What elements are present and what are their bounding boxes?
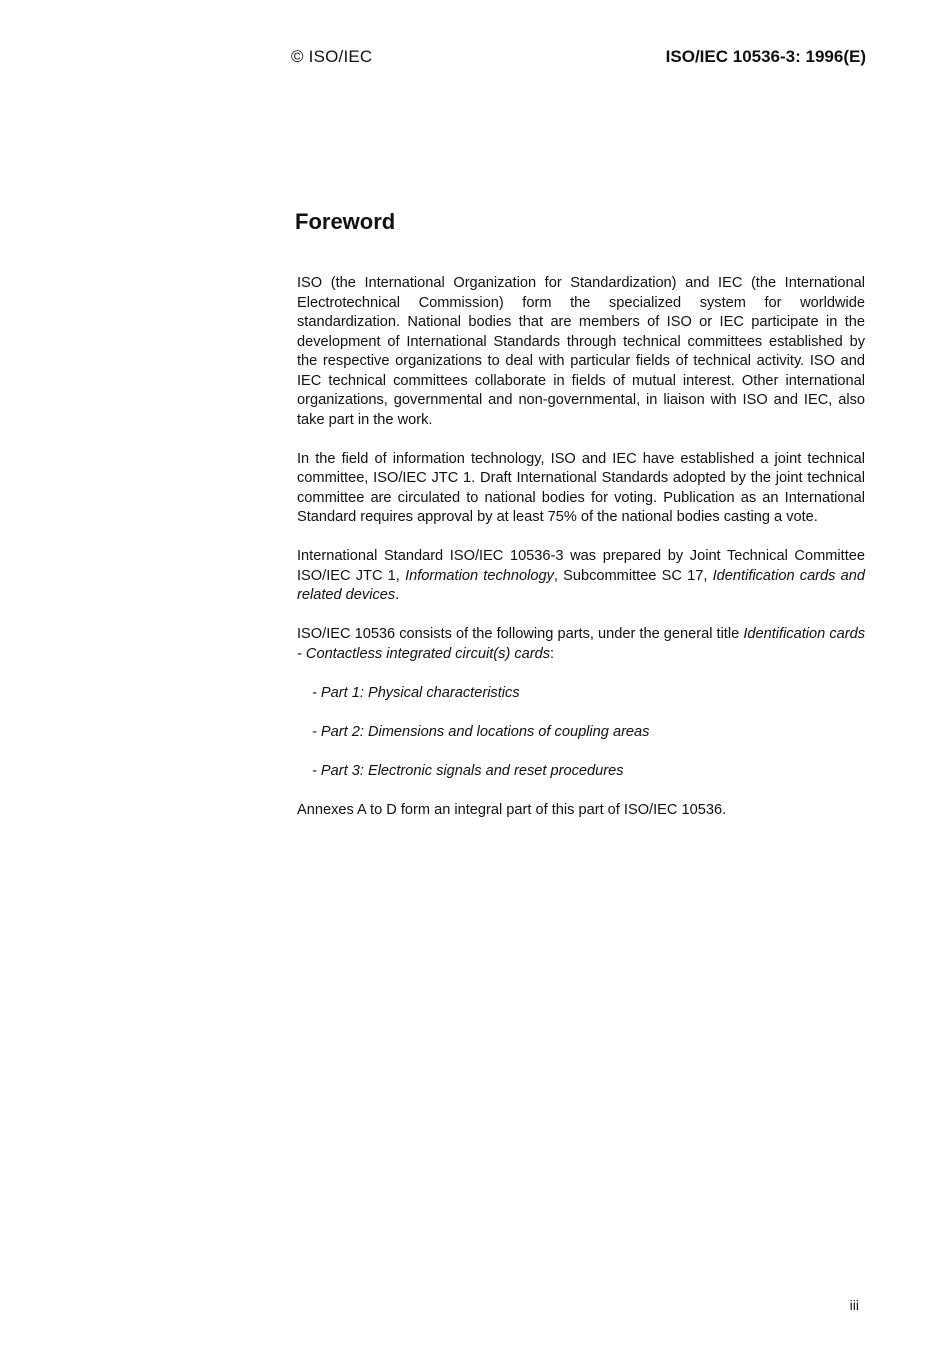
list-item: - Part 1: Physical characteristics xyxy=(312,684,520,701)
parts-intro-suffix: : xyxy=(550,645,555,662)
page-title: Foreword xyxy=(295,209,396,234)
preparation-text: International Standard ISO/IEC 10536-3 was prepared by Joint Technical Committee ISO/IEC JTC 1, xyxy=(297,548,865,584)
paragraph-joint-committee: In the field of information technology, ISO and IEC have established a joint technical committee, ISO/IEC JTC 1. Draft International Standards adopted by the joint technical committee are circulated to national bodies for voting. Publication as an International Standard requires approval by at least 75% of the national bodies casting a vote. xyxy=(297,450,865,525)
paragraph-annexes: Annexes A to D form an integral part of this part of ISO/IEC 10536. xyxy=(297,801,727,818)
foreword-body xyxy=(297,274,865,840)
preparation-suffix: . xyxy=(395,587,400,603)
preparation-italic-title: Information technology xyxy=(405,567,554,584)
paragraph-organizations: ISO (the International Organization for Standardization) and IEC (the International Electrotechnical Commission) form the specialized system for worldwide standardization. National bodies that are members of ISO or IEC participate in the development of International Standards through technical committees established by the respective organizations to deal with particular fields of technical activity. ISO and IEC technical committees collaborate in fields of mutual interest. Other international organizations, governmental and non-governmental, in liaison with ISO and IEC, also take part in the work. xyxy=(297,275,865,428)
page-number: iii xyxy=(849,1297,859,1313)
header-document-id: ISO/IEC 10536-3: 1996(E) xyxy=(665,47,866,66)
parts-list xyxy=(297,684,865,782)
list-item: - Part 3: Electronic signals and reset procedures xyxy=(312,762,624,779)
list-item: - Part 2: Dimensions and locations of coupling areas xyxy=(312,723,650,740)
paragraph-parts-intro xyxy=(297,625,865,664)
header-copyright: © ISO/IEC xyxy=(291,47,373,66)
preparation-italic-subtitle: Identification cards and related devices xyxy=(297,567,866,603)
parts-general-title: Identification cards - Contactless integrated circuit(s) cards xyxy=(297,626,866,662)
parts-intro-text: ISO/IEC 10536 consists of the following parts, under the general title xyxy=(297,626,740,642)
preparation-subcommittee: , Subcommittee SC 17, xyxy=(553,567,708,584)
paragraph-preparation xyxy=(297,547,865,606)
